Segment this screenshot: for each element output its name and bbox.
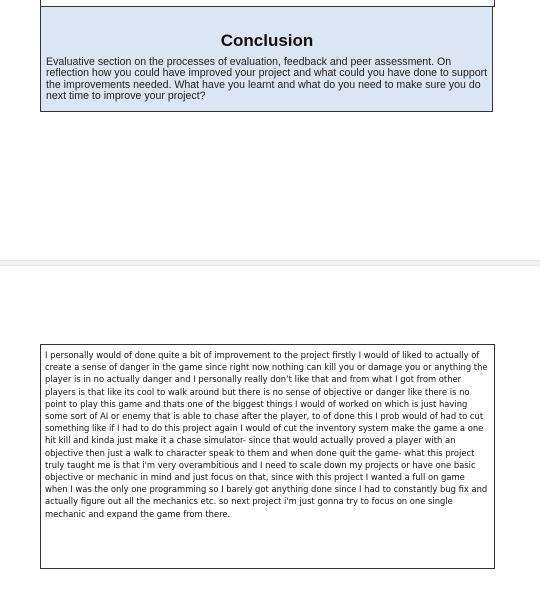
answer-paragraph: I personally would of done quite a bit of improvement to the project firstly I would of liked to actually of create a sense of danger in the game since right now nothing can kill you or damage you or anything the player is in no actually danger and I personally really don’t like that and from what I got from other players is that like its cool to walk around but there is no sense of objective or danger like there is no point to play this game and thats one of the biggest things I would of worked on which is just having some sort of AI or enemy that is able to chase after the player, to of done this I prob would of had to cut something like if I had to do this project again I would of cut the inventory system make the game a one hit kill and kinda just make it a chase simulator- since that would actually proved a player with an objective then just a walk to character speak to them and when done quit the game- what this project truly taught me is that i'm very overambitious and I need to scale down my projects or have one basic objective or mechanic in mind and just focus on that, since with this project I wanted a full on game when I was the only one programming so I barely got anything done since I had to constantly bug fix and actually figure out all the mechanics etc. so next project i'm just gonna try to focus on one single mechanic and expand the game from there. (45, 350, 488, 519)
conclusion-heading: Conclusion (220, 31, 314, 50)
document-page-top (0, 0, 540, 260)
conclusion-description: Evaluative section on the processes of evaluation, feedback and peer assessment. On reflection how you could have improved your project and what could you have done to support the improvements needed. What have you learnt and what do you need to make sure you do next time to improve your project? (46, 56, 488, 103)
answer-text-box[interactable] (40, 344, 495, 569)
conclusion-section-box (40, 6, 493, 112)
document-page-bottom (0, 266, 540, 602)
